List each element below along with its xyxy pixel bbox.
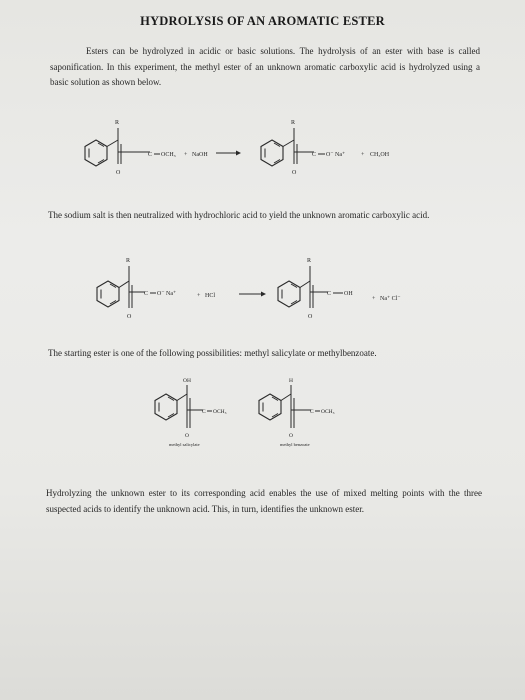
acid-substituent-r: R — [307, 258, 312, 264]
product-carbonyl-oxygen: O — [292, 170, 297, 176]
intro-paragraph: Esters can be hydrolyzed in acidic or basic solutions. The hydrolysis of an ester with base is called saponification. In this experiment, the methyl ester of an unknown aromatic carboxylic acid is hydrolyzed using a basic solution as shown below. — [50, 46, 480, 87]
methyl-benzoate-label: methyl benzoate — [280, 442, 310, 447]
product-carbon-c: C — [312, 152, 317, 158]
plus-sign-2: + — [361, 152, 365, 158]
reagent-naoh: NaOH — [192, 152, 208, 158]
product-substituent-r: R — [291, 120, 296, 126]
methyl-benzoate-substituent: H — [289, 378, 293, 384]
reagent-hcl: HCl — [205, 293, 216, 299]
neutralization-paragraph: The sodium salt is then neutralized with hydrochloric acid to yield the unknown aromatic carboxylic acid. — [48, 210, 430, 220]
methyl-salicylate-ring — [155, 394, 177, 420]
methyl-salicylate-substituent: OH — [183, 378, 191, 384]
methyl-salicylate-carbon: C — [202, 409, 206, 415]
reactant-carbonyl-oxygen: O — [116, 170, 121, 176]
methyl-salicylate-oxygen: O — [185, 433, 189, 439]
methyl-benzoate-ester-group: OCH₃ — [321, 409, 335, 415]
plus-sign-4: + — [372, 296, 376, 302]
page-title: HYDROLYSIS OF AN AROMATIC ESTER — [140, 14, 385, 28]
methyl-benzoate-oxygen: O — [289, 433, 293, 439]
reactant-substituent-r: R — [115, 120, 120, 126]
plus-sign: + — [184, 152, 188, 158]
product-carboxylate-group: O⁻ Na⁺ — [326, 152, 346, 158]
methyl-benzoate-carbon: C — [310, 409, 314, 415]
salt-carbonyl-oxygen: O — [127, 314, 132, 320]
byproduct-methanol: CH₃OH — [370, 152, 390, 158]
reactant-ester-group: OCH₃ — [161, 152, 176, 158]
methyl-benzoate-ring — [259, 394, 281, 420]
byproduct-sodium-chloride: Na⁺ Cl⁻ — [380, 296, 401, 302]
acid-carbonyl-oxygen: O — [308, 314, 313, 320]
methyl-salicylate-ester-group: OCH₃ — [213, 409, 227, 415]
candidates-paragraph: The starting ester is one of the following possibilities: methyl salicylate or methylbenzoate. — [48, 348, 377, 358]
plus-sign-3: + — [197, 293, 201, 299]
salt-carbon-c: C — [144, 291, 149, 297]
conclusion-paragraph: Hydrolyzing the unknown ester to its corresponding acid enables the use of mixed melting points with the three suspected acids to identify the unknown acid. This, in turn, identifies the unknown ester. — [46, 488, 482, 514]
salt-substituent-r: R — [126, 258, 131, 264]
reactant-carbon-c: C — [148, 152, 153, 158]
methyl-salicylate-label: methyl salicylate — [169, 442, 200, 447]
salt-carboxylate-group: O⁻ Na⁺ — [157, 291, 177, 297]
acid-carbon-c: C — [327, 291, 332, 297]
acid-hydroxyl-group: OH — [344, 291, 353, 297]
